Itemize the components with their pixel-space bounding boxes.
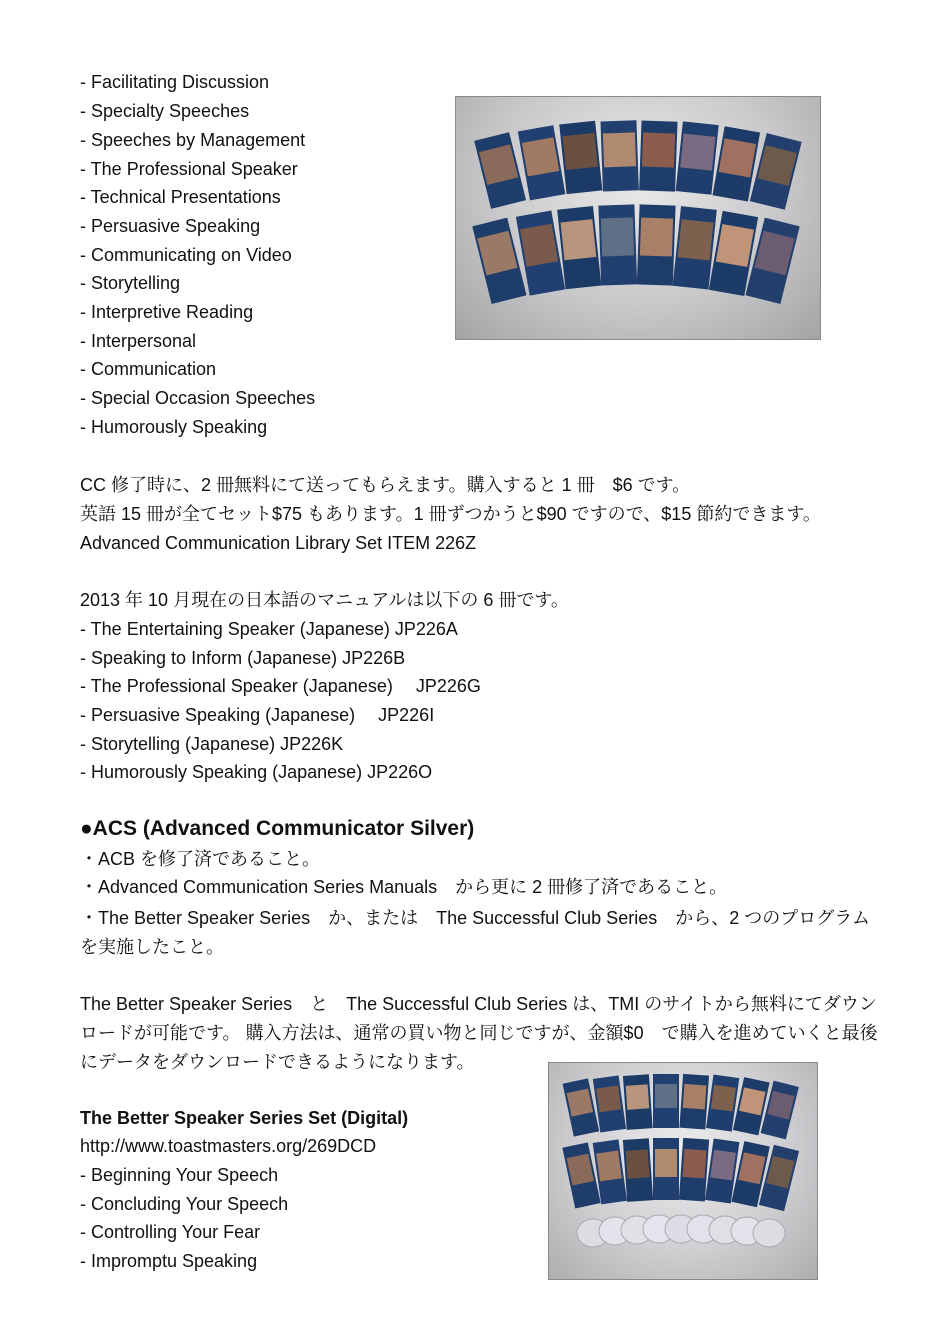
acs-heading: ●ACS (Advanced Communicator Silver): [80, 817, 475, 840]
list-item: - Specialty Speeches: [80, 101, 250, 121]
japanese-intro: 2013 年 10 月現在の日本語のマニュアルは以下の 6 冊です。: [80, 590, 569, 610]
acs-requirement: ・Advanced Communication Series Manuals から更に 2 冊修了済であること。: [80, 877, 728, 897]
list-item: - Persuasive Speaking (Japanese) JP226I: [80, 705, 435, 725]
list-item: - Interpretive Reading: [80, 302, 254, 322]
cc-info-line: 英語 15 冊が全てセット$75 もあります。1 冊ずつかうと$90 ですので、$15 節約できます。: [80, 504, 821, 524]
better-speaker-set-photo: [548, 1062, 818, 1280]
list-item: - The Professional Speaker (Japanese) JP226G: [80, 676, 481, 696]
manual-row-top: [474, 120, 801, 210]
list-item: - Storytelling: [80, 273, 181, 293]
list-item: - The Professional Speaker: [80, 159, 298, 179]
acs-requirement: ・ACB を修了済であること。: [80, 849, 321, 869]
list-item: - Technical Presentations: [80, 187, 281, 207]
download-paragraph: The Better Speaker Series と The Successful Club Series は、TMI のサイトから無料にてダウンロードが可能です。 購入方法は、通常の買い物と同じですが、金額$0 で購入を進めていくと最後にデータをダウンロードできるようになります。: [80, 994, 878, 1072]
cc-info-line: CC 修了時に、2 冊無料にて送ってもらえます。購入すると 1 冊 $6 です。: [80, 475, 691, 495]
list-item: - Special Occasion Speeches: [80, 388, 316, 408]
list-item: - Persuasive Speaking: [80, 216, 261, 236]
better-speaker-set-illustration: [549, 1063, 817, 1279]
manuals-set-photo: [455, 96, 821, 340]
list-item: - Storytelling (Japanese) JP226K: [80, 734, 344, 754]
list-item: - Speeches by Management: [80, 130, 306, 150]
list-item: - Beginning Your Speech: [80, 1165, 279, 1185]
manual-row-bottom: [562, 1138, 799, 1211]
list-item: - Humorously Speaking: [80, 417, 268, 437]
list-item: - Facilitating Discussion: [80, 72, 270, 92]
list-item: - Concluding Your Speech: [80, 1194, 289, 1214]
better-speaker-title: The Better Speaker Series Set (Digital): [80, 1108, 409, 1128]
list-item: - Controlling Your Fear: [80, 1222, 261, 1242]
cc-info-line: Advanced Communication Library Set ITEM 226Z: [80, 533, 477, 553]
list-item: - Humorously Speaking (Japanese) JP226O: [80, 762, 433, 782]
list-item: - Communicating on Video: [80, 245, 292, 265]
list-item: - Communication: [80, 359, 217, 379]
list-item: - Interpersonal: [80, 331, 197, 351]
better-speaker-url[interactable]: http://www.toastmasters.org/269DCD: [80, 1136, 377, 1156]
manuals-fan-illustration: [456, 97, 820, 339]
list-item: - Speaking to Inform (Japanese) JP226B: [80, 648, 406, 668]
manual-row-bottom: [472, 204, 799, 304]
list-item: - The Entertaining Speaker (Japanese) JP226A: [80, 619, 458, 639]
manual-row-top: [563, 1074, 799, 1140]
list-item: - Impromptu Speaking: [80, 1251, 258, 1271]
acs-requirement: ・The Better Speaker Series か、または The Successful Club Series から、2 つのプログラムを実施したこと。: [80, 908, 871, 957]
cd-row: [577, 1215, 785, 1247]
